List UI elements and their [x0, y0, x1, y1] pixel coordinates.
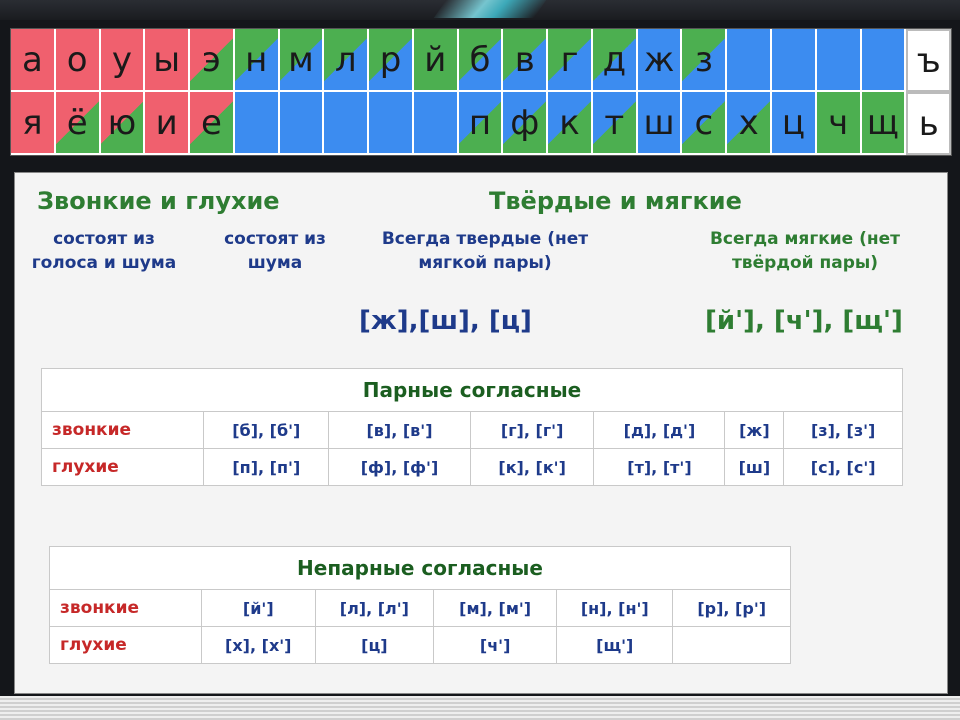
row-label: звонкие	[42, 412, 204, 449]
letter-cell	[369, 92, 414, 155]
table-row	[42, 449, 903, 486]
letter-cell: б	[459, 29, 504, 92]
letter-cell	[727, 29, 772, 92]
always-soft-note: Всегда мягкие (нет твёрдой пары)	[709, 229, 901, 273]
letter-cell	[280, 92, 325, 155]
letter-cell: й	[414, 29, 459, 92]
unpaired-consonants-table	[49, 546, 791, 664]
table-cell: [б], [б']	[204, 412, 329, 449]
letter-cell: у	[101, 29, 146, 92]
decor-swoosh	[434, 0, 547, 18]
letter-cell: т	[593, 92, 638, 155]
alphabet-grid	[10, 28, 952, 156]
heading-voiced-voiceless: Звонкие и глухие	[37, 187, 280, 215]
content-panel	[14, 172, 948, 694]
letter-cell	[862, 29, 907, 92]
letter-cell: ъ	[906, 29, 951, 92]
table-cell: [к], [к']	[470, 449, 594, 486]
letter-cell: с	[682, 92, 727, 155]
row-label: глухие	[42, 449, 204, 486]
letter-cell: ч	[817, 92, 862, 155]
letter-cell: ь	[906, 92, 951, 155]
letter-cell	[235, 92, 280, 155]
table-cell: [з], [з']	[784, 412, 903, 449]
table-cell: [ж]	[725, 412, 784, 449]
table-cell: [н], [н']	[557, 590, 673, 627]
letter-cell	[324, 92, 369, 155]
letter-cell: д	[593, 29, 638, 92]
letter-cell: щ	[862, 92, 907, 155]
table-cell: [ф], [ф']	[329, 449, 471, 486]
letter-cell: э	[190, 29, 235, 92]
letter-cell: п	[459, 92, 504, 155]
letter-cell: ф	[503, 92, 548, 155]
letter-cell: к	[548, 92, 593, 155]
table-cell	[673, 627, 791, 664]
voiced-description: состоят из голоса и шума	[31, 229, 177, 273]
heading-hard-soft: Твёрдые и мягкие	[489, 187, 742, 215]
letter-cell: в	[503, 29, 548, 92]
table-cell: [п], [п']	[204, 449, 329, 486]
letter-cell: ш	[638, 92, 683, 155]
table-cell: [с], [с']	[784, 449, 903, 486]
letter-cell: ж	[638, 29, 683, 92]
letter-cell: з	[682, 29, 727, 92]
always-hard-note: Всегда твердые (нет мягкой пары)	[381, 229, 589, 273]
letter-cell	[772, 29, 817, 92]
table-cell: [х], [х']	[201, 627, 315, 664]
letter-cell: ё	[56, 92, 101, 155]
table-cell: [д], [д']	[594, 412, 725, 449]
letter-cell: р	[369, 29, 414, 92]
letter-cell: ы	[145, 29, 190, 92]
alphabet-row-2	[11, 92, 951, 155]
letter-cell: и	[145, 92, 190, 155]
table-cell: [т], [т']	[594, 449, 725, 486]
table-cell: [ш]	[725, 449, 784, 486]
table-row	[42, 412, 903, 449]
letter-cell: м	[280, 29, 325, 92]
alphabet-row-1	[11, 29, 951, 92]
paired-consonants-table	[41, 368, 903, 486]
bottom-stripe	[0, 696, 960, 720]
letter-cell: я	[11, 92, 56, 155]
soft-consonants-list: [й'], [ч'], [щ']	[705, 306, 903, 336]
table-cell: [г], [г']	[470, 412, 594, 449]
table-cell: [в], [в']	[329, 412, 471, 449]
row-label: глухие	[50, 627, 202, 664]
table-cell: [р], [р']	[673, 590, 791, 627]
table-row	[50, 627, 791, 664]
letter-cell: о	[56, 29, 101, 92]
table-row	[50, 590, 791, 627]
letter-cell: г	[548, 29, 593, 92]
voiceless-description: состоят из шума	[224, 229, 326, 273]
letter-cell: ю	[101, 92, 146, 155]
table-cell: [й']	[201, 590, 315, 627]
table-cell: [м], [м']	[434, 590, 557, 627]
paired-caption: Парные согласные	[42, 369, 903, 412]
letter-cell: н	[235, 29, 280, 92]
letter-cell	[817, 29, 862, 92]
letter-cell: е	[190, 92, 235, 155]
hard-consonants-list: [ж],[ш], [ц]	[359, 306, 532, 336]
letter-cell: л	[324, 29, 369, 92]
unpaired-caption: Непарные согласные	[50, 547, 791, 590]
table-cell: [ц]	[315, 627, 433, 664]
row-label: звонкие	[50, 590, 202, 627]
letter-cell: а	[11, 29, 56, 92]
letter-cell: х	[727, 92, 772, 155]
table-cell: [щ']	[557, 627, 673, 664]
table-cell: [л], [л']	[315, 590, 433, 627]
letter-cell	[414, 92, 459, 155]
table-cell: [ч']	[434, 627, 557, 664]
letter-cell: ц	[772, 92, 817, 155]
